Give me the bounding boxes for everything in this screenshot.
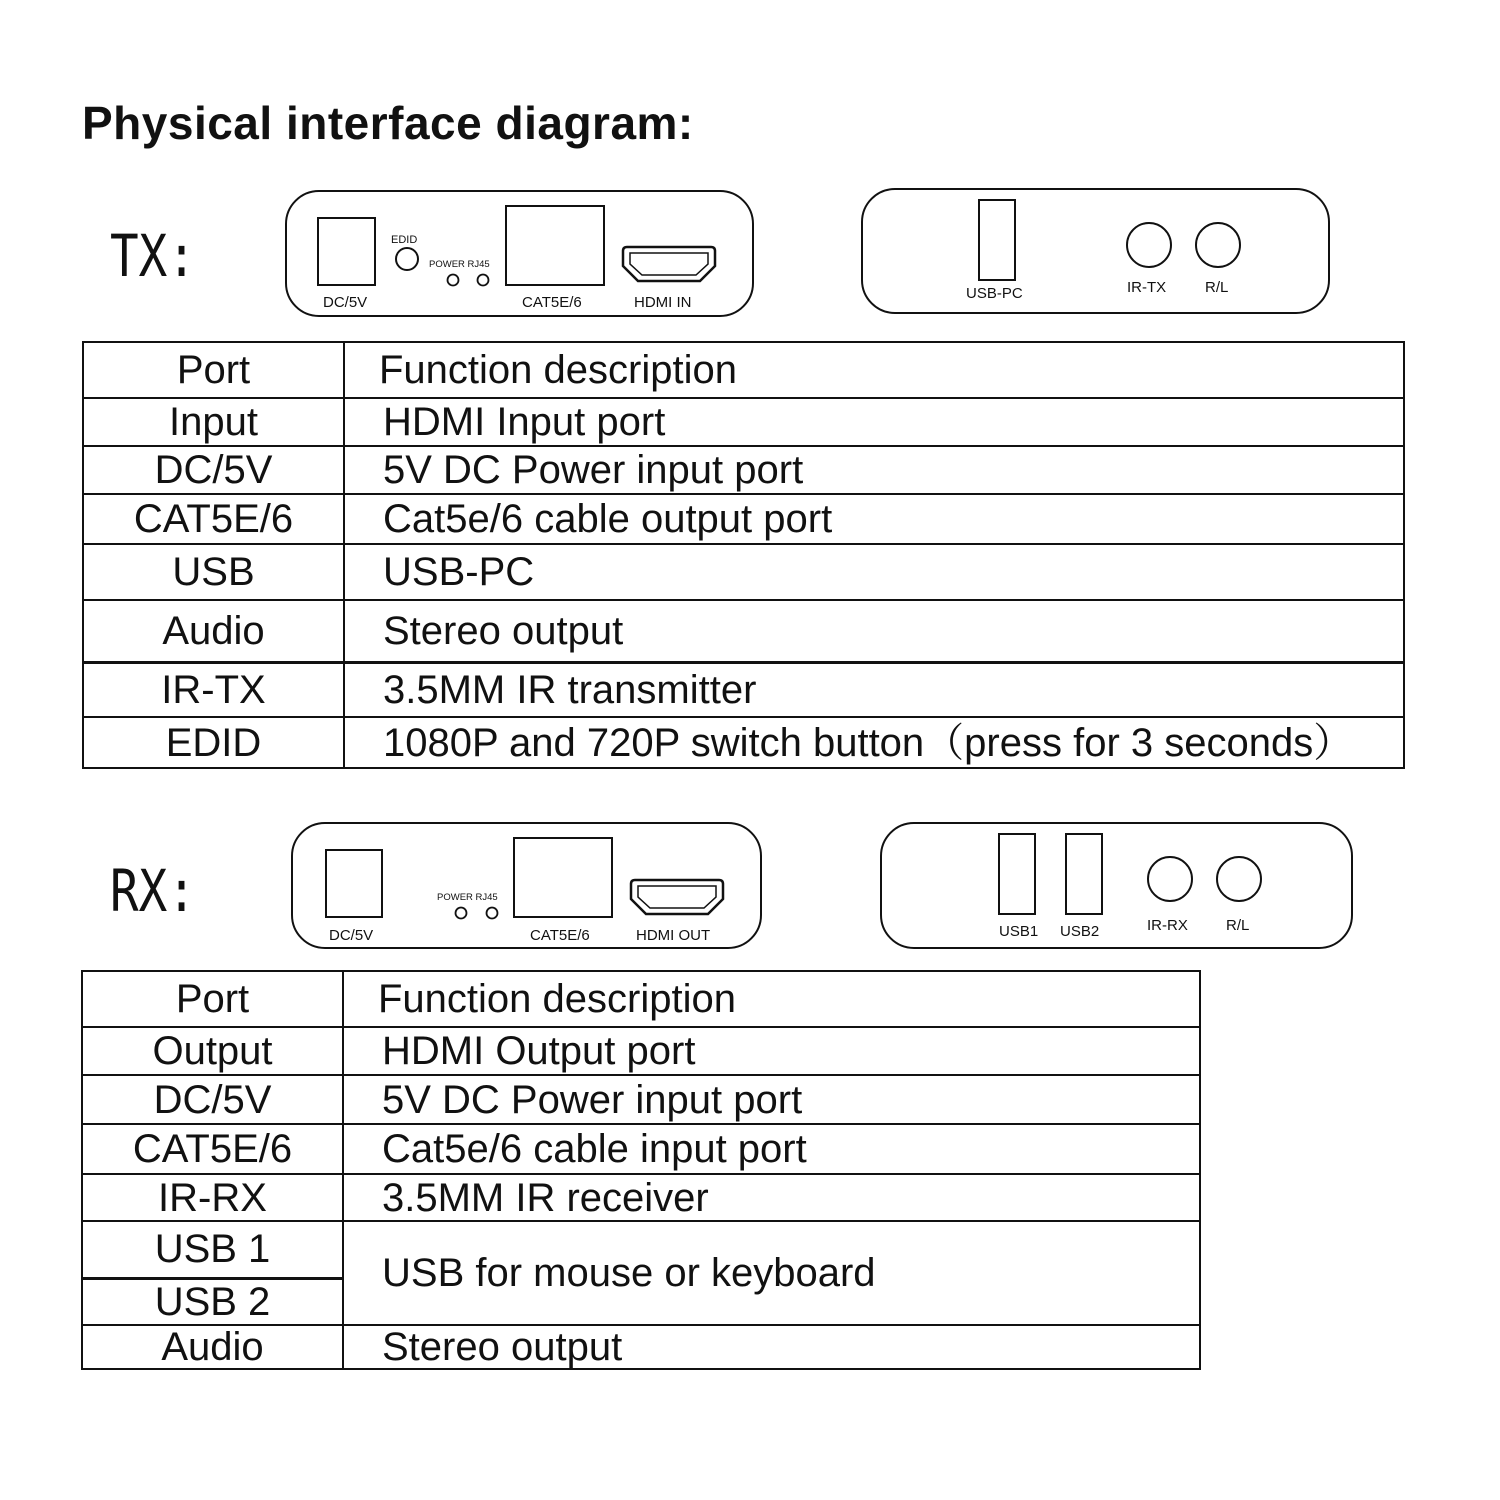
hdmi-port-icon — [631, 880, 723, 914]
rx-ir-label: IR-RX — [1147, 917, 1188, 934]
tx-ir-label: IR-TX — [1127, 279, 1167, 296]
rj45-port-icon — [514, 838, 612, 917]
function-cell: 5V DC Power input port — [343, 1075, 1200, 1124]
table-row — [82, 1174, 1200, 1221]
rx-dc-label: DC/5V — [329, 927, 374, 944]
port-cell: Audio — [82, 1325, 343, 1369]
rx-label: RX: — [110, 857, 196, 925]
rx-hdmi-label: HDMI OUT — [636, 927, 711, 944]
table-row — [83, 398, 1404, 446]
table-row — [83, 662, 1404, 717]
power-led-icon — [448, 275, 459, 286]
table-row — [83, 544, 1404, 600]
rj45-port-icon — [506, 206, 604, 285]
header-function: Function description — [344, 342, 1404, 398]
header-function: Function description — [343, 971, 1200, 1027]
hdmi-port-icon — [623, 247, 715, 281]
table-header-row — [83, 342, 1404, 398]
function-cell: 3.5MM IR receiver — [343, 1174, 1200, 1221]
header-port: Port — [83, 342, 344, 398]
function-cell: HDMI Input port — [344, 398, 1404, 446]
rx-audio-label: R/L — [1226, 917, 1250, 934]
port-cell: DC/5V — [82, 1075, 343, 1124]
port-cell: CAT5E/6 — [83, 494, 344, 544]
tx-edid-label: EDID — [391, 234, 418, 246]
function-cell: Stereo output — [344, 600, 1404, 662]
usb2-port-icon — [1066, 834, 1102, 914]
rx-leds-label: POWER RJ45 — [437, 892, 498, 903]
table-row — [83, 717, 1404, 768]
audio-jack-icon — [1196, 223, 1240, 267]
table-row — [83, 494, 1404, 544]
function-cell: 5V DC Power input port — [344, 446, 1404, 494]
table-row — [82, 1075, 1200, 1124]
usb1-port-icon — [999, 834, 1035, 914]
rx-usb2-label: USB2 — [1060, 923, 1100, 940]
tx-back-panel — [861, 188, 1330, 314]
tx-front-panel — [285, 190, 754, 317]
table-row — [83, 446, 1404, 494]
rj45-led-icon — [478, 275, 489, 286]
audio-jack-icon — [1217, 857, 1261, 901]
rx-cat-label: CAT5E/6 — [530, 927, 590, 944]
function-cell: Cat5e/6 cable input port — [343, 1124, 1200, 1174]
rj45-led-icon — [487, 908, 498, 919]
function-cell: USB-PC — [344, 544, 1404, 600]
function-cell: Stereo output — [343, 1325, 1200, 1369]
ir-tx-jack-icon — [1127, 223, 1171, 267]
ir-rx-jack-icon — [1148, 857, 1192, 901]
table-row — [82, 1027, 1200, 1075]
table-header-row — [82, 971, 1200, 1027]
port-cell: CAT5E/6 — [82, 1124, 343, 1174]
rx-usb1-label: USB1 — [999, 923, 1039, 940]
header-port: Port — [82, 971, 343, 1027]
port-cell: USB — [83, 544, 344, 600]
port-cell: USB 2 — [82, 1278, 343, 1325]
port-cell: EDID — [83, 717, 344, 768]
port-cell: DC/5V — [83, 446, 344, 494]
function-cell: USB for mouse or keyboard — [343, 1221, 1200, 1325]
port-cell: IR-RX — [82, 1174, 343, 1221]
function-cell: 1080P and 720P switch button（press for 3 seconds） — [344, 717, 1404, 768]
page-title: Physical interface diagram: — [82, 97, 694, 149]
port-cell: Output — [82, 1027, 343, 1075]
tx-usb-label: USB-PC — [966, 285, 1023, 302]
table-row — [83, 600, 1404, 662]
port-cell: Audio — [83, 600, 344, 662]
tx-dc-label: DC/5V — [323, 294, 368, 311]
tx-port-table — [82, 341, 1405, 769]
dc-power-port-icon — [326, 850, 382, 917]
usb-port-icon — [979, 200, 1015, 280]
port-cell: IR-TX — [83, 662, 344, 717]
port-cell: USB 1 — [82, 1221, 343, 1278]
rx-back-panel — [880, 822, 1353, 949]
function-cell: HDMI Output port — [343, 1027, 1200, 1075]
tx-audio-label: R/L — [1205, 279, 1229, 296]
edid-button-icon — [396, 248, 418, 270]
tx-label: TX: — [110, 222, 196, 290]
function-cell: Cat5e/6 cable output port — [344, 494, 1404, 544]
dc-power-port-icon — [318, 218, 375, 285]
rx-port-table — [81, 970, 1201, 1370]
table-row — [82, 1221, 1200, 1278]
tx-leds-label: POWER RJ45 — [429, 259, 490, 270]
tx-cat-label: CAT5E/6 — [522, 294, 582, 311]
function-cell: 3.5MM IR transmitter — [344, 662, 1404, 717]
port-cell: Input — [83, 398, 344, 446]
power-led-icon — [456, 908, 467, 919]
tx-hdmi-label: HDMI IN — [634, 294, 692, 311]
table-row — [82, 1325, 1200, 1369]
rx-front-panel — [291, 822, 762, 949]
table-row — [82, 1124, 1200, 1174]
